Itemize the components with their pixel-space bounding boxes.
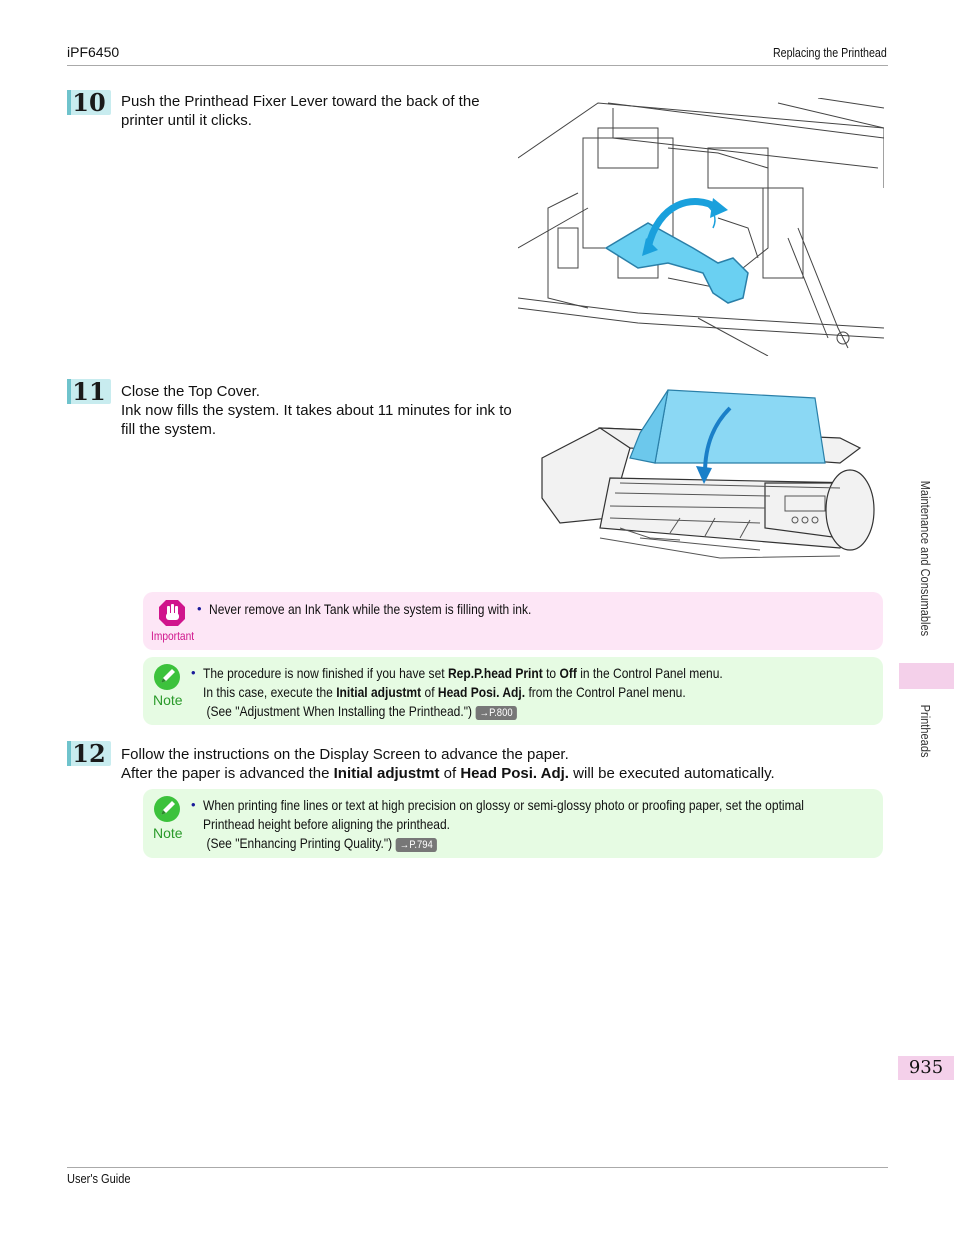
step-10-line-2: printer until it clicks. <box>121 112 252 129</box>
note-box-1 <box>143 657 883 725</box>
page-ref-link-794[interactable]: →P.794 <box>395 838 437 852</box>
note-1-bullet: • <box>191 665 196 680</box>
header-model: iPF6450 <box>67 44 120 60</box>
side-tab-subsection[interactable]: Printheads <box>918 704 933 758</box>
note-pencil-icon <box>153 663 181 691</box>
page-number: 935 <box>898 1056 954 1080</box>
note-2-label: Note <box>153 825 183 841</box>
printhead-lever-illustration <box>518 98 884 356</box>
side-tab-section[interactable]: Maintenance and Consumables <box>918 480 933 637</box>
note-2-bullet: • <box>191 797 196 812</box>
note-1-line-1: The procedure is now finished if you have set Rep.P.head Print to Off in the Control Panel menu. <box>203 665 723 681</box>
step-10-line-1: Push the Printhead Fixer Lever toward the back of the <box>121 93 480 110</box>
note-2-line-2: Printhead height before aligning the printhead. <box>203 816 451 832</box>
step-number-11: 11 <box>67 379 111 404</box>
stop-hand-icon <box>158 599 186 627</box>
step-11-text <box>121 382 512 439</box>
note-box-2 <box>143 789 883 858</box>
step-12-line-1: Follow the instructions on the Display Screen to advance the paper. <box>121 746 569 763</box>
note-1-line-3: (See "Adjustment When Installing the Printhead.") →P.800 <box>203 702 723 721</box>
printer-top-cover-illustration <box>540 388 884 570</box>
important-text: Never remove an Ink Tank while the system is filling with ink. <box>209 601 532 617</box>
important-label: Important <box>151 629 195 643</box>
header-rule <box>67 65 888 66</box>
step-number-12: 12 <box>67 741 111 766</box>
important-bullet: • <box>197 601 202 616</box>
step-12-line-2: After the paper is advanced the Initial adjustmt of Head Posi. Adj. will be executed automatically. <box>121 765 775 782</box>
important-box <box>143 592 883 650</box>
footer-rule <box>67 1167 888 1168</box>
note-1-label: Note <box>153 692 183 708</box>
note-pencil-icon <box>153 795 181 823</box>
note-1-line-2: In this case, execute the Initial adjustmt of Head Posi. Adj. from the Control Panel menu. <box>203 684 686 700</box>
note-1-text <box>203 664 723 721</box>
step-number-10: 10 <box>67 90 111 115</box>
note-2-line-1: When printing fine lines or text at high precision on glossy or semi-glossy photo or proofing paper, set the optimal <box>203 797 804 813</box>
step-11-line-2: Ink now fills the system. It takes about 11 minutes for ink to <box>121 402 512 419</box>
step-12-text <box>121 745 775 783</box>
step-10-text <box>121 92 480 130</box>
side-tab-highlight <box>899 663 954 689</box>
footer-guide-title: User's Guide <box>67 1171 131 1186</box>
step-11-line-3: fill the system. <box>121 421 217 438</box>
note-2-line-3: (See "Enhancing Printing Quality.") →P.794 <box>203 834 804 853</box>
step-11-line-1: Close the Top Cover. <box>121 383 260 400</box>
header-section-title: Replacing the Printhead <box>773 45 887 60</box>
note-2-text <box>203 796 804 853</box>
page-ref-link-800[interactable]: →P.800 <box>475 706 517 720</box>
